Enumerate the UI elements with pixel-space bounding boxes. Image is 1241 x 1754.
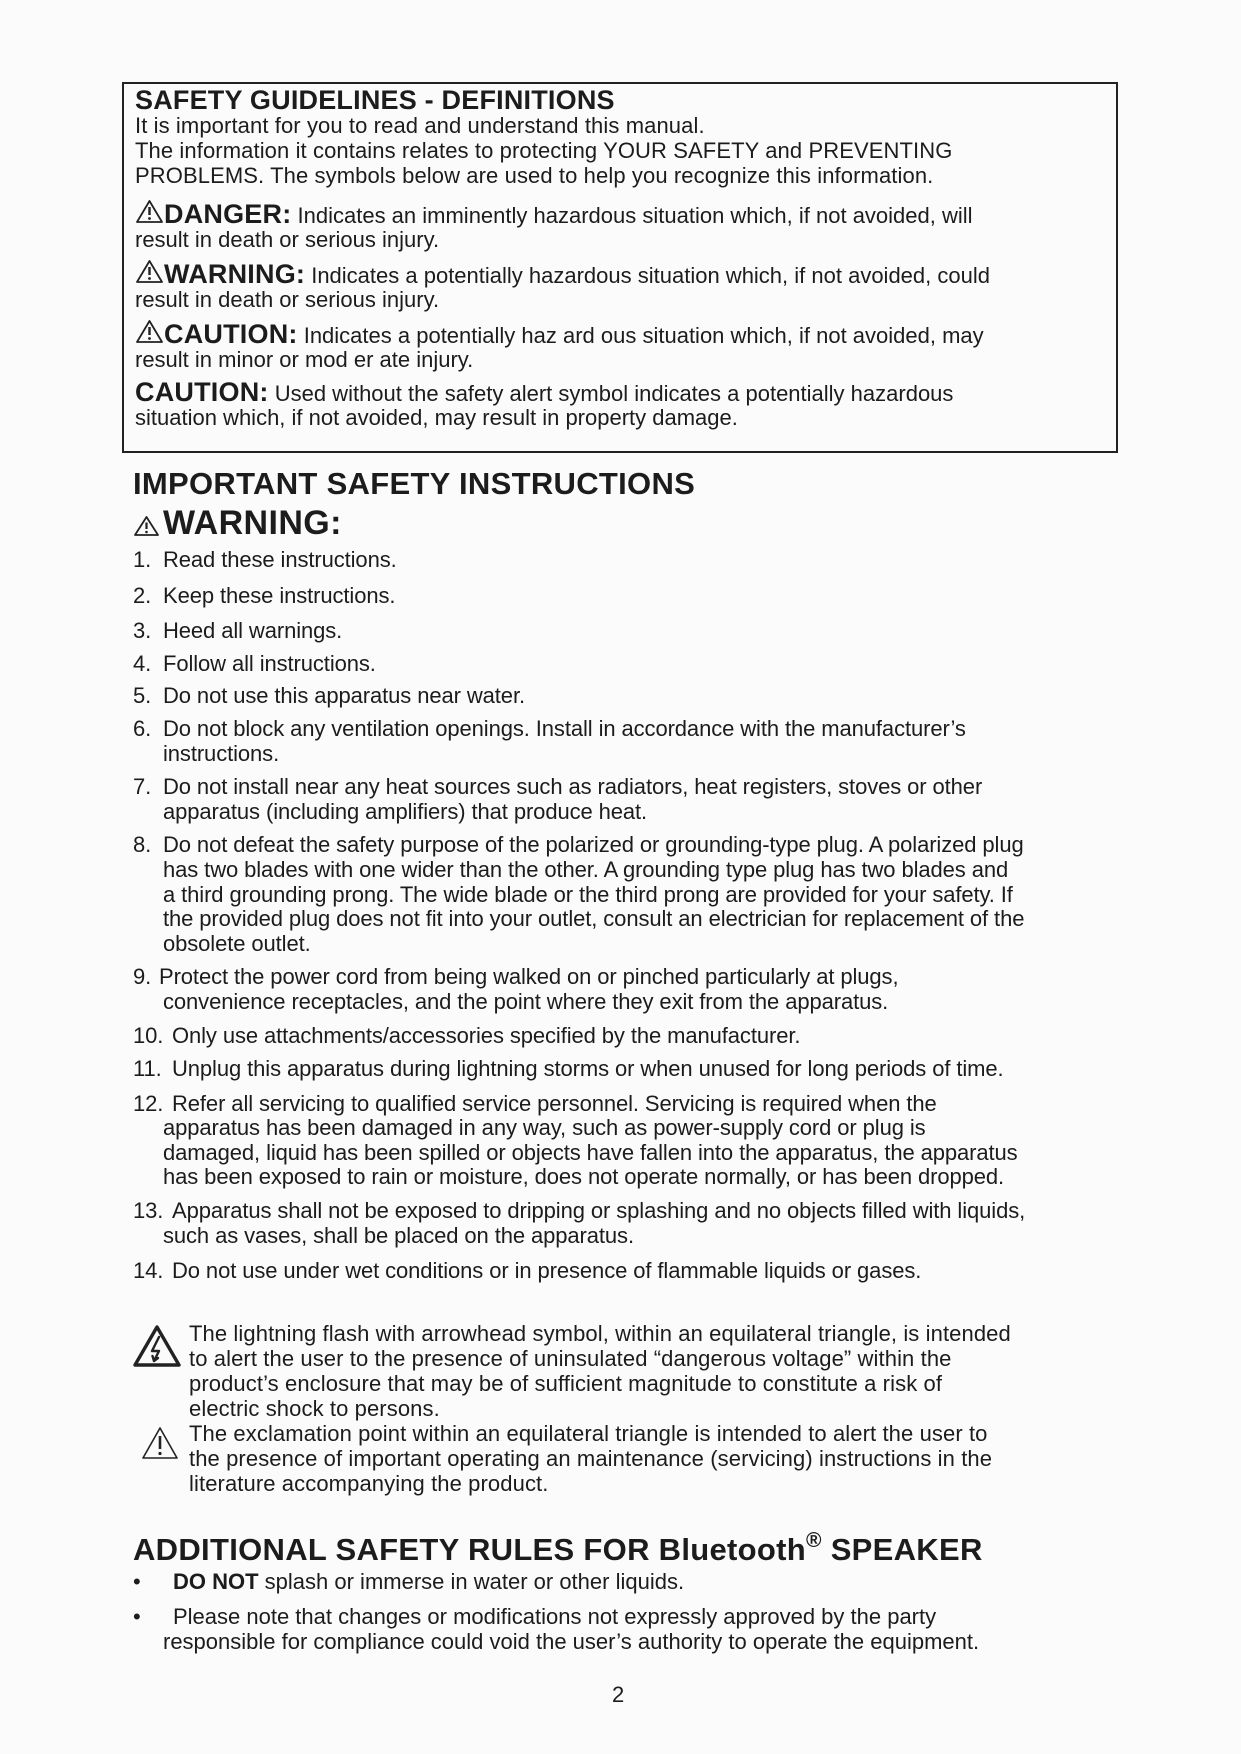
instruction-number: 6. [133, 715, 152, 741]
definitions-intro [135, 113, 1116, 188]
instruction-item [133, 1259, 1123, 1284]
do-not-emphasis: DO NOT [173, 1569, 259, 1594]
caution-text-continued: result in minor or mod er ate injury. [135, 347, 474, 372]
instruction-line: damaged, liquid has been spilled or objects have fallen into the apparatus, the apparatus [163, 1139, 1018, 1165]
bullet: • [133, 1569, 141, 1594]
instruction-line: the provided plug does not fit into your outlet, consult an electrician for replacement of the [163, 906, 1025, 932]
instruction-line: apparatus has been damaged in any way, such as power-supply cord or plug is [163, 1115, 926, 1141]
definition-warning [135, 259, 1116, 313]
instruction-number: 7. [133, 774, 152, 800]
rule-text: Please note that changes or modifications not expressly approved by the party [173, 1604, 937, 1629]
definition-caution-no-symbol [135, 379, 1116, 431]
exclamation-note-line: The exclamation point within an equilateral triangle is intended to alert the user to [189, 1421, 988, 1446]
lightning-note-line: electric shock to persons. [189, 1396, 440, 1421]
lightning-symbol-note [133, 1321, 1123, 1421]
exclamation-triangle-icon [141, 1426, 179, 1465]
instruction-item [133, 1024, 1123, 1049]
instruction-line: Do not install near any heat sources such as radiators, heat registers, stoves or other [163, 774, 983, 800]
instruction-number: 9. [133, 964, 152, 990]
instruction-line: Keep these instructions. [163, 582, 396, 608]
lightning-note-line: product’s enclosure that may be of sufficient magnitude to constitute a risk of [189, 1371, 943, 1396]
instruction-number: 12. [133, 1090, 164, 1116]
alert-triangle-icon [135, 319, 164, 344]
instruction-number: 14. [133, 1258, 164, 1284]
warning-heading-label: WARNING: [163, 504, 342, 542]
exclamation-note-line: literature accompanying the product. [189, 1471, 549, 1496]
intro-line: PROBLEMS. The symbols below are used to help you recognize this information. [135, 163, 934, 188]
instruction-line: Heed all warnings. [163, 618, 343, 644]
instruction-line: Do not use under wet conditions or in presence of flammable liquids or gases. [172, 1258, 922, 1284]
instruction-item [133, 1199, 1123, 1248]
instruction-number: 10. [133, 1022, 164, 1048]
instruction-line: apparatus (including amplifiers) that produce heat. [163, 798, 648, 824]
registered-mark: ® [806, 1529, 822, 1552]
instruction-item [133, 1057, 1123, 1082]
definitions-title: SAFETY GUIDELINES - DEFINITIONS [135, 85, 615, 115]
instruction-line: has been exposed to rain or moisture, does not operate normally, or has been dropped. [163, 1164, 1005, 1190]
instruction-line: a third grounding prong. The wide blade or the third prong are provided for your safety. If [163, 881, 1013, 907]
instruction-item [133, 965, 1123, 1014]
instruction-line: obsolete outlet. [163, 930, 311, 956]
lightning-triangle-icon [133, 1325, 181, 1372]
lightning-note-line: to alert the user to the presence of uninsulated “dangerous voltage” within the [189, 1346, 952, 1371]
instruction-item [133, 717, 1123, 766]
instruction-number: 11. [133, 1056, 162, 1082]
warning-text: Indicates a potentially hazardous situation which, if not avoided, could [305, 263, 990, 288]
instruction-line: Do not block any ventilation openings. Install in accordance with the manufacturer’s [163, 715, 966, 741]
exclamation-note-line: the presence of important operating an maintenance (servicing) instructions in the [189, 1446, 993, 1471]
rule-text: splash or immerse in water or other liquids. [258, 1569, 685, 1594]
caution-plain-text: Used without the safety alert symbol indicates a potentially hazardous [268, 381, 954, 406]
caution-plain-text-continued: situation which, if not avoided, may result in property damage. [135, 405, 738, 430]
rule-text-continued: responsible for compliance could void the user’s authority to operate the equipment. [163, 1629, 980, 1654]
important-safety-instructions-title: IMPORTANT SAFETY INSTRUCTIONS [133, 466, 696, 501]
danger-label: DANGER: [164, 199, 292, 229]
instruction-line: Unplug this apparatus during lightning storms or when unused for long periods of time. [172, 1056, 1004, 1082]
caution-text: Indicates a potentially haz ard ous situation which, if not avoided, may [297, 323, 984, 348]
instruction-line: Do not defeat the safety purpose of the polarized or grounding-type plug. A polarized plug [163, 832, 1024, 858]
lightning-note-line: The lightning flash with arrowhead symbol, within an equilateral triangle, is intended [189, 1321, 1011, 1346]
instruction-line: Refer all servicing to qualified service personnel. Servicing is required when the [172, 1090, 937, 1116]
warning-text-continued: result in death or serious injury. [135, 287, 440, 312]
instruction-item [133, 833, 1123, 956]
additional-title-end: SPEAKER [821, 1532, 983, 1567]
instruction-list [133, 548, 1123, 1284]
danger-text: Indicates an imminently hazardous situation which, if not avoided, will [291, 203, 973, 228]
additional-title-main: ADDITIONAL SAFETY RULES FOR Bluetooth [133, 1532, 806, 1567]
page-number: 2 [612, 1682, 625, 1707]
instruction-item [133, 775, 1123, 824]
instruction-number: 4. [133, 650, 152, 676]
alert-triangle-icon [135, 199, 164, 224]
instruction-line: Do not use this apparatus near water. [163, 683, 525, 709]
instruction-line: has two blades with one wider than the other. A grounding type plug has two blades and [163, 856, 1009, 882]
definition-caution [135, 319, 1116, 373]
safety-definitions-box [122, 82, 1118, 453]
danger-text-continued: result in death or serious injury. [135, 227, 440, 252]
alert-triangle-icon [133, 515, 160, 537]
instruction-line: Follow all instructions. [163, 650, 376, 676]
instruction-number: 8. [133, 832, 152, 858]
instruction-number: 5. [133, 683, 152, 709]
instruction-item [133, 684, 1123, 709]
instruction-line: Protect the power cord from being walked on or pinched particularly at plugs, [159, 964, 899, 990]
intro-line: It is important for you to read and understand this manual. [135, 113, 705, 138]
additional-safety-rules-title [133, 1529, 983, 1568]
instruction-number: 1. [133, 547, 152, 572]
definition-danger [135, 199, 1116, 253]
intro-line: The information it contains relates to protecting YOUR SAFETY and PREVENTING [135, 138, 953, 163]
instruction-line: instructions. [163, 740, 280, 766]
caution-plain-label: CAUTION: [135, 377, 269, 407]
exclamation-symbol-note [133, 1421, 1123, 1496]
additional-rules-list [133, 1569, 1123, 1654]
list-item [133, 1569, 1123, 1594]
list-item [133, 1604, 1123, 1654]
instruction-number: 3. [133, 618, 152, 644]
bullet: • [133, 1604, 141, 1629]
instruction-number: 2. [133, 582, 152, 608]
instruction-item [133, 548, 1123, 573]
instruction-line: such as vases, shall be placed on the apparatus. [163, 1222, 634, 1248]
instruction-line: convenience receptacles, and the point where they exit from the apparatus. [163, 988, 889, 1014]
instruction-line: Only use attachments/accessories specified by the manufacturer. [172, 1022, 801, 1048]
instruction-line: Read these instructions. [163, 547, 397, 572]
instruction-item [133, 619, 1123, 644]
instruction-item [133, 584, 1123, 609]
instruction-item [133, 652, 1123, 677]
warning-heading [133, 503, 342, 543]
warning-label: WARNING: [164, 259, 306, 289]
caution-label: CAUTION: [164, 319, 298, 349]
instruction-number: 13. [133, 1198, 164, 1224]
instruction-item [133, 1092, 1123, 1190]
alert-triangle-icon [135, 259, 164, 284]
instruction-line: Apparatus shall not be exposed to dripping or splashing and no objects filled with liquids, [172, 1198, 1026, 1224]
